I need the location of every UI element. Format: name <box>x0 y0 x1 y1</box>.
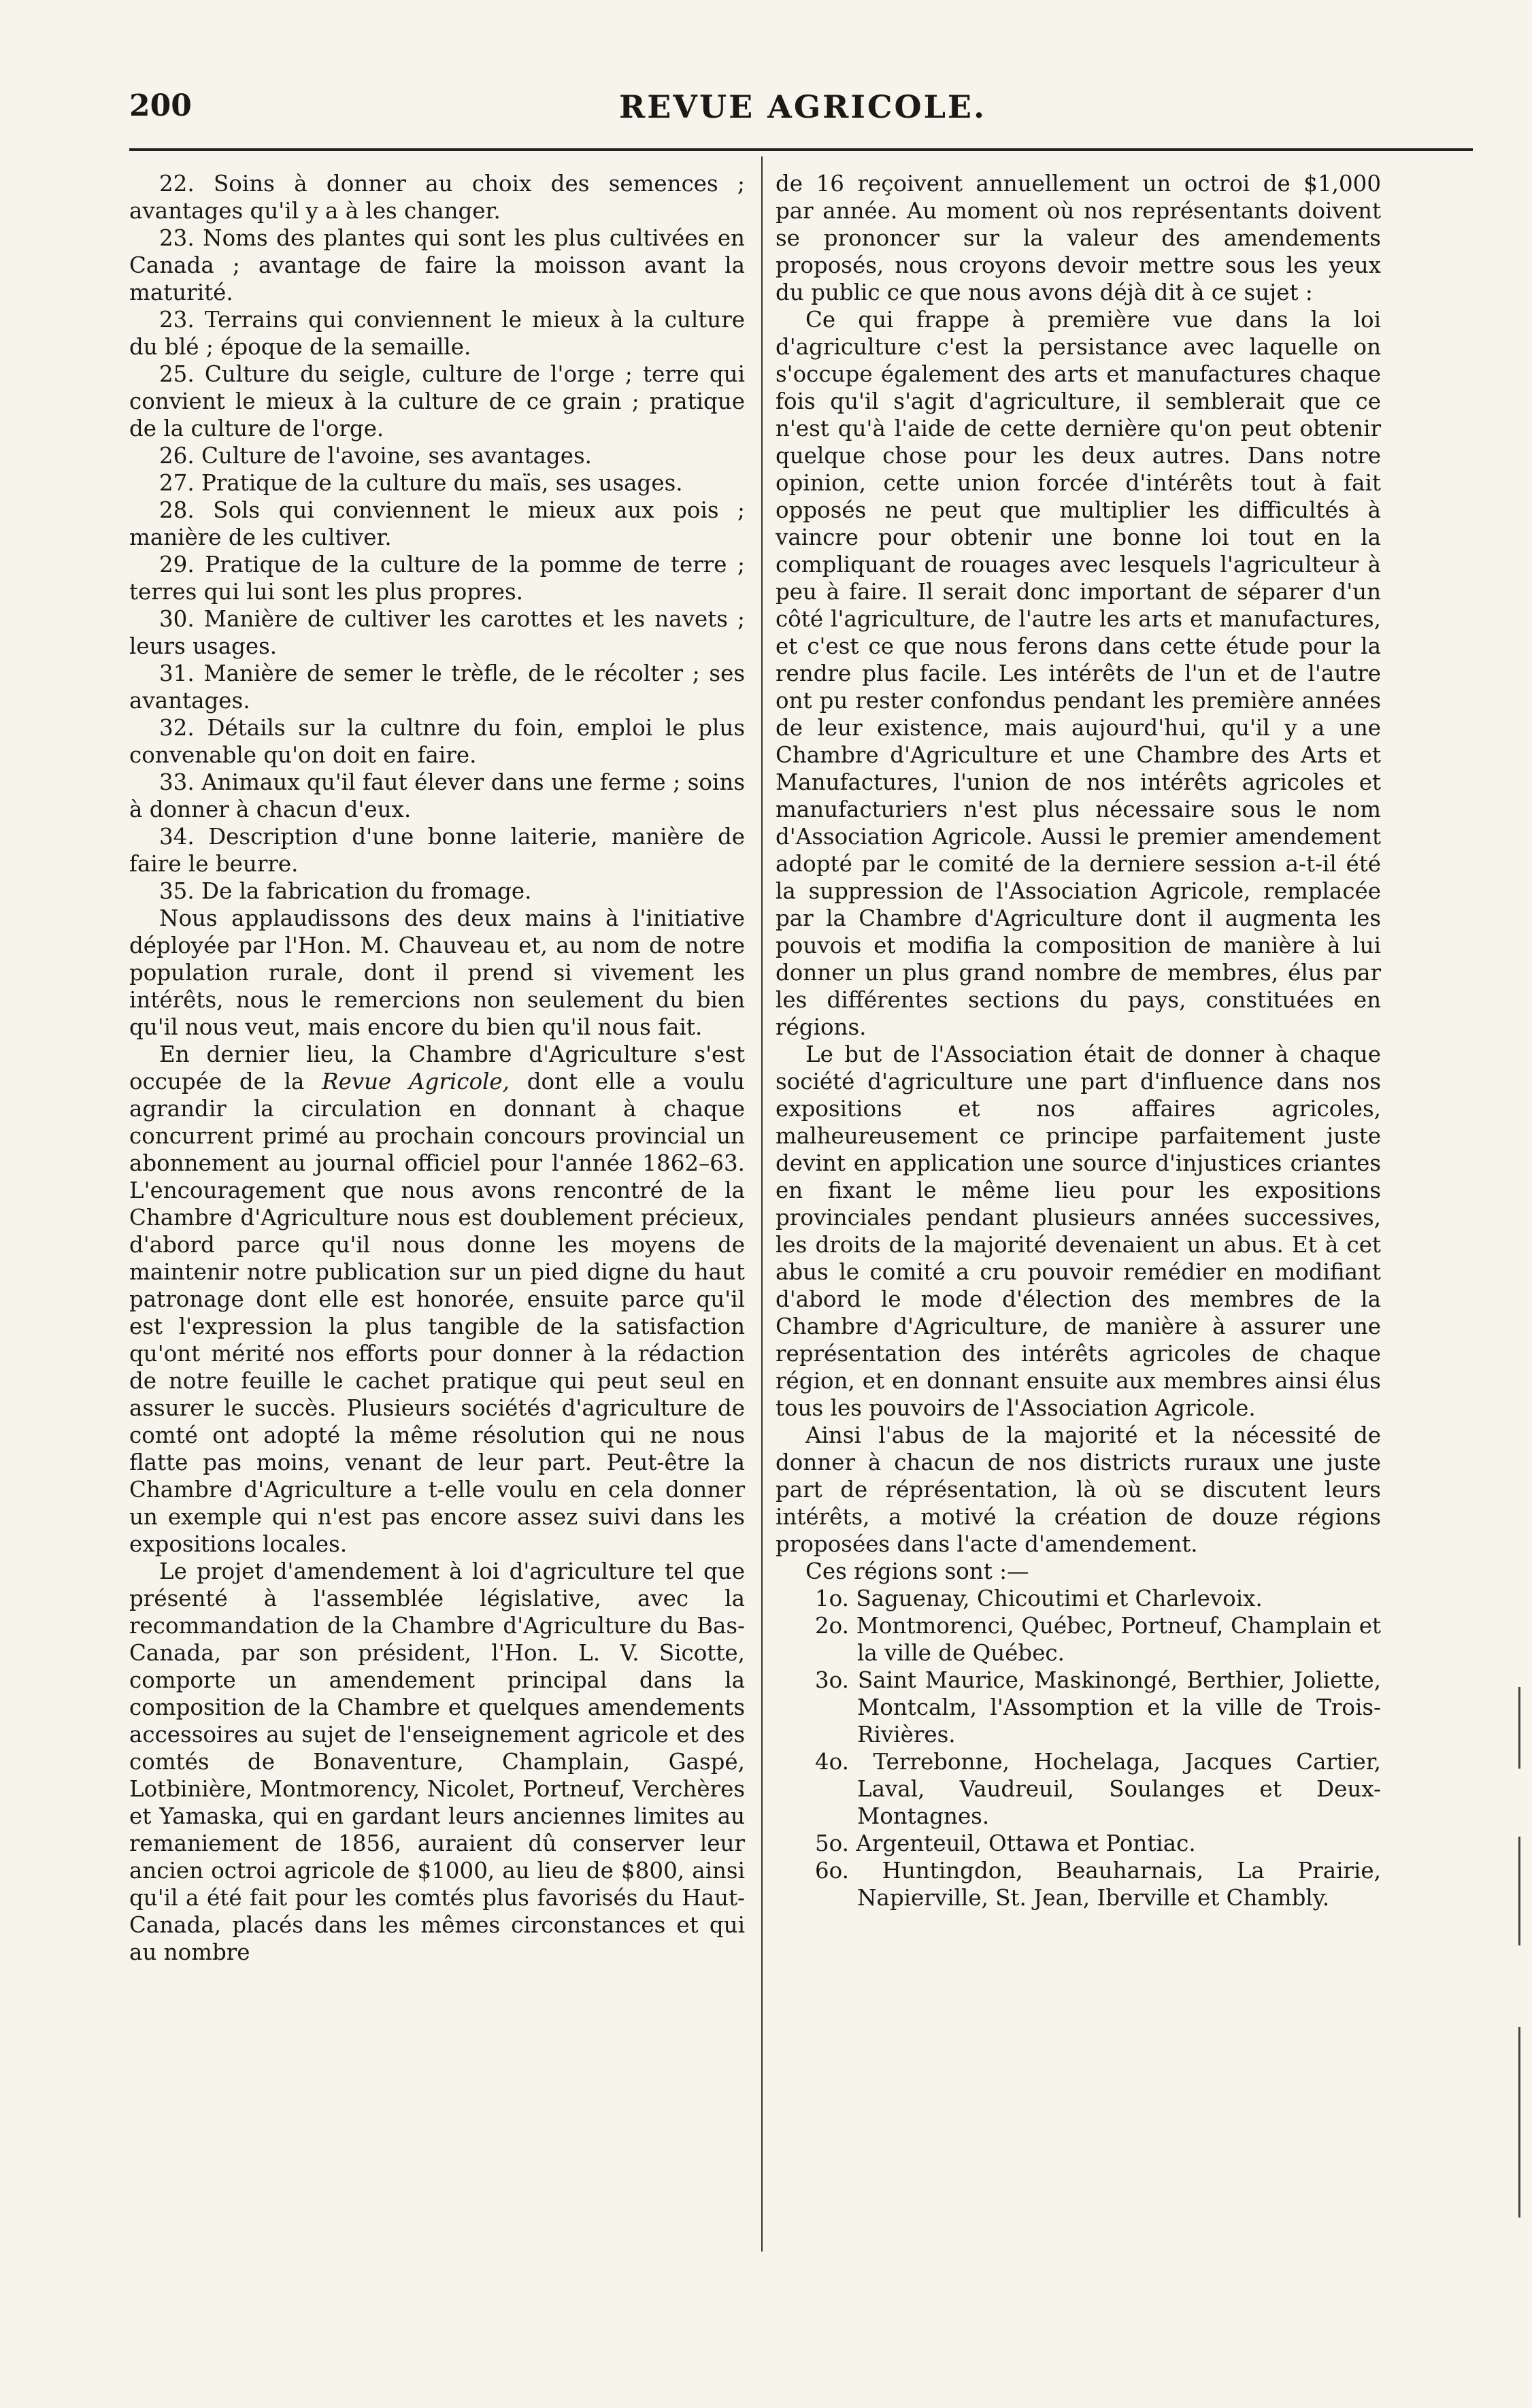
list-item: 26. Culture de l'avoine, ses avantages. <box>159 443 592 469</box>
margin-scan-mark <box>1518 2027 1520 2218</box>
list-item: 32. Détails sur la cultnre du foin, emploi le plus convenable qu'on doit en faire. <box>129 715 745 768</box>
list-item: 22. Soins à donner au choix des semences ; avantages qu'il y a à les changer. <box>129 171 745 224</box>
list-item: 27. Pratique de la culture du maïs, ses usages. <box>159 470 683 496</box>
list-item: 33. Animaux qu'il faut élever dans une ferme ; soins à donner à chacun d'eux. <box>129 769 745 822</box>
body-paragraph: Nous applaudissons des deux mains à l'initiative déployée par l'Hon. M. Chauveau et, au nom de notre population rurale, dont il prend si vivement les intérêts, nous le remercions non seulement du bien qu'il nous veut, mais encore du bien qu'il nous fait. <box>129 905 745 1040</box>
list-item: 23. Terrains qui conviennent le mieux à la culture du blé ; époque de la semaille. <box>129 307 745 360</box>
journal-name-italic: Revue Agricole, <box>322 1069 510 1094</box>
body-paragraph: Ainsi l'abus de la majorité et la nécessité de donner à chacun de nos districts ruraux une juste part de réprésentation, là où se discutent leurs intérêts, a motivé la création de douze régions proposées dans l'acte d'amendement. <box>776 1422 1381 1557</box>
margin-scan-mark <box>1518 1837 1520 1945</box>
list-item: 34. Description d'une bonne laiterie, manière de faire le beurre. <box>129 824 745 877</box>
list-item: 29. Pratique de la culture de la pomme de terre ; terres qui lui sont les plus propres. <box>129 552 745 605</box>
list-item: 25. Culture du seigle, culture de l'orge ; terre qui convient le mieux à la culture de ce grain ; pratique de la culture de l'orge. <box>129 361 745 441</box>
region-item: 4o. Terrebonne, Hochelaga, Jacques Cartier, Laval, Vaudreuil, Soulanges et Deux-Montagnes. <box>815 1749 1381 1829</box>
regions-intro: Ces régions sont :— <box>805 1558 1029 1584</box>
list-item: 28. Sols qui conviennent le mieux aux pois ; manière de les cultiver. <box>129 497 745 550</box>
paragraph-text: En dernier lieu, la Chambre d'Agriculture s'est occupée de la <box>129 1041 745 1094</box>
paragraph-text: dont elle a voulu agrandir la circulation en donnant à chaque concurrent primé au prochain concours provincial un abonnement au journal officiel pour l'année 1862–63. L'encouragement que nous avons rencontré de la Chambre d'Agriculture nous est doublement précieux, d'abord parce qu'il nous donne les moyens de maintenir notre publication sur un pied digne du haut patronage dont elle est honorée, ensuite parce qu'il est l'expression la plus tangible de la satisfaction qu'ont mérité nos efforts pour donner à la rédaction de notre feuille le cachet pratique qui peut seul en assurer le succès. Plusieurs sociétés d'agriculture de comté ont adopté la même résolution qui ne nous flatte pas moins, venant de leur part. Peut-être la Chambre d'Agriculture a t-elle voulu en cela donner un exemple qui n'est pas encore assez suivi dans les expositions locales. <box>129 1069 745 1557</box>
region-item: 3o. Saint Maurice, Maskinongé, Berthier, Joliette, Montcalm, l'Assomption et la ville de Trois-Rivières. <box>815 1667 1381 1748</box>
list-item: 23. Noms des plantes qui sont les plus cultivées en Canada ; avantage de faire la moisson avant la maturité. <box>129 225 745 305</box>
journal-title: REVUE AGRICOLE. <box>619 88 986 125</box>
body-paragraph: Le projet d'amendement à loi d'agriculture tel que présenté à l'assemblée législative, avec la recommandation de la Chambre d'Agriculture du Bas-Canada, par son président, l'Hon. L. V. Sicotte, comporte un amendement principal dans la composition de la Chambre et quelques amendements accessoires au sujet de l'enseignement agricole et des comtés de Bonaventure, Champlain, Gaspé, Lotbinière, Montmorency, Nicolet, Portneuf, Verchères et Yamaska, qui en gardant leurs anciennes limites au remaniement de 1856, auraient dû conserver leur ancien octroi agricole de $1000, au lieu de $800, ainsi qu'il a été fait pour les comtés plus favorisés du Haut-Canada, placés dans les mêmes circonstances et qui au nombre <box>129 1558 745 1965</box>
list-item: 31. Manière de semer le trèfle, de le récolter ; ses avantages. <box>129 660 745 714</box>
right-column <box>776 170 1381 1911</box>
region-item: 6o. Huntingdon, Beauharnais, La Prairie, Napierville, St. Jean, Iberville et Chambly. <box>815 1858 1381 1911</box>
body-paragraph <box>129 1041 745 1558</box>
list-item: 30. Manière de cultiver les carottes et les navets ; leurs usages. <box>129 606 745 659</box>
left-column <box>129 170 745 1966</box>
page-number: 200 <box>129 88 192 123</box>
column-divider <box>761 156 763 2252</box>
margin-scan-mark <box>1518 1687 1520 1769</box>
region-item: 5o. Argenteuil, Ottawa et Pontiac. <box>815 1830 1196 1856</box>
running-header <box>129 82 1476 136</box>
header-rule <box>129 148 1473 151</box>
list-item: 35. De la fabrication du fromage. <box>159 878 532 904</box>
body-paragraph: Le but de l'Association était de donner à chaque société d'agriculture une part d'influence dans nos expositions et nos affaires agricoles, malheureusement ce principe parfaitement juste devint en application une source d'injustices criantes en fixant le même lieu pour les expositions provinciales pendant plusieurs années successives, les droits de la majorité devenaient un abus. Et à cet abus le comité a cru pouvoir remédier en modifiant d'abord le mode d'élection des membres de la Chambre d'Agriculture, de manière à assurer une représentation des intérêts agricoles de chaque région, et en donnant ensuite aux membres ainsi élus tous les pouvoirs de l'Association Agricole. <box>776 1041 1381 1421</box>
body-paragraph: de 16 reçoivent annuellement un octroi de $1,000 par année. Au moment où nos représentants doivent se prononcer sur la valeur des amendements proposés, nous croyons devoir mettre sous les yeux du public ce que nous avons déjà dit à ce sujet : <box>776 171 1381 305</box>
region-item: 2o. Montmorenci, Québec, Portneuf, Champlain et la ville de Québec. <box>815 1613 1381 1666</box>
region-item: 1o. Saguenay, Chicoutimi et Charlevoix. <box>815 1586 1263 1611</box>
body-paragraph: Ce qui frappe à première vue dans la loi d'agriculture c'est la persistance avec laquelle on s'occupe également des arts et manufactures chaque fois qu'il s'agit d'agriculture, il semblerait que ce n'est qu'à l'aide de cette dernière qu'on peut obtenir quelque chose pour les deux autres. Dans notre opinion, cette union forcée d'intérêts tout à fait opposés ne peut que multiplier les difficultés à vaincre pour obtenir une bonne loi tout en la compliquant de rouages avec lesquels l'agriculteur à peu à faire. Il serait donc important de séparer d'un côté l'agriculture, de l'autre les arts et manufactures, et c'est ce que nous ferons dans cette étude pour la rendre plus facile. Les intérêts de l'un et de l'autre ont pu rester confondus pendant les première années de leur existence, mais aujourd'hui, qu'il y a une Chambre d'Agriculture et une Chambre des Arts et Manufactures, l'union de nos intérêts agricoles et manufacturiers n'est plus nécessaire sous le nom d'Association Agricole. Aussi le premier amendement adopté par le comité de la derniere session a-t-il été la suppression de l'Association Agricole, remplacée par la Chambre d'Agriculture dont il augmenta les pouvois et modifia la composition de manière à lui donner un plus grand nombre de membres, élus par les différentes sections du pays, constituées en régions. <box>776 307 1381 1040</box>
